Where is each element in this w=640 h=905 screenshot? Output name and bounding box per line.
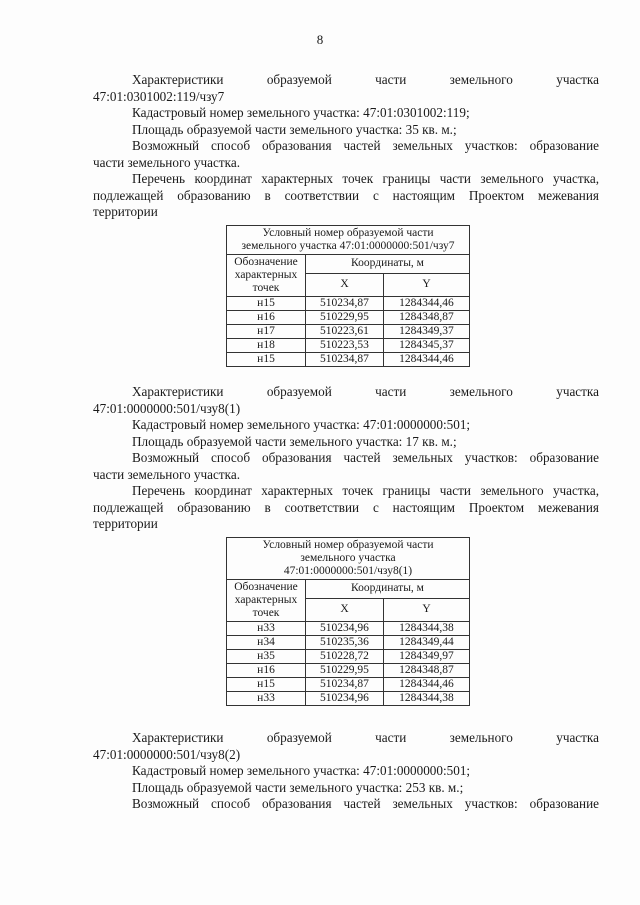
cadastral-number: Кадастровый номер земельного участка: 47:01:0000000:501; (132, 763, 471, 778)
y-header: Y (383, 273, 469, 296)
table-row: н17 510223,61 1284349,37 (227, 324, 470, 338)
x-header: X (306, 598, 384, 621)
section-heading-id: 47:01:0301002:119/чзу7 (93, 88, 225, 104)
coordinates-table (226, 225, 470, 367)
list-text-line3: территории (93, 204, 158, 219)
section-chzu8-2 (93, 730, 599, 813)
table-row: н35 510228,72 1284349,97 (227, 649, 470, 663)
list-text-line2: подлежащей образованию в соответствии с настоящим Проектом межевания (93, 499, 599, 515)
table-row: н33 510234,96 1284344,38 (227, 621, 470, 635)
table-row: н33 510234,96 1284344,38 (227, 691, 470, 705)
section-heading-id: 47:01:0000000:501/чзу8(1) (93, 400, 241, 416)
method-text-line1: Возможный способ образования частей земельных участков: образование (132, 138, 599, 153)
method-text-line1: Возможный способ образования частей земельных участков: образование (132, 796, 599, 811)
section-heading: Характеристики образуемой части земельного участка (132, 730, 599, 745)
list-text-line1: Перечень координат характерных точек границы части земельного участка, (132, 483, 599, 498)
table-row: н34 510235,36 1284349,44 (227, 635, 470, 649)
table-row: н16 510229,95 1284348,87 (227, 663, 470, 677)
y-header: Y (383, 598, 469, 621)
cadastral-number: Кадастровый номер земельного участка: 47:01:0000000:501; (132, 417, 471, 432)
section-heading: Характеристики образуемой части земельного участка (132, 384, 599, 399)
section-chzu7 (93, 72, 599, 367)
table-row: н15 510234,87 1284344,46 (227, 296, 470, 310)
point-header: Обозначение характерных точек (227, 579, 306, 621)
table-row: н15 510234,87 1284344,46 (227, 352, 470, 366)
table-row: н16 510229,95 1284348,87 (227, 310, 470, 324)
area-text: Площадь образуемой части земельного участка: 35 кв. м.; (132, 121, 457, 137)
coordinates-table (226, 537, 470, 706)
table-caption-row (227, 225, 470, 254)
table-row: н18 510223,53 1284345,37 (227, 338, 470, 352)
list-text-line3: территории (93, 516, 158, 531)
point-header: Обозначение характерных точек (227, 254, 306, 296)
list-text-line1: Перечень координат характерных точек границы части земельного участка, (132, 171, 599, 186)
method-text-line2: части земельного участка. (93, 466, 240, 482)
page-number: 8 (316, 32, 324, 47)
method-text-line1: Возможный способ образования частей земельных участков: образование (132, 450, 599, 465)
cadastral-number: Кадастровый номер земельного участка: 47:01:0301002:119; (132, 105, 470, 120)
table-row: н15 510234,87 1284344,46 (227, 677, 470, 691)
section-heading-id: 47:01:0000000:501/чзу8(2) (93, 746, 241, 762)
table-header-row (227, 254, 470, 273)
table-caption: Условный номер образуемой части земельного участка 47:01:0000000:501/чзу7 (227, 225, 470, 254)
section-chzu8-1 (93, 384, 599, 706)
coords-header: Координаты, м (306, 254, 470, 273)
coords-header: Координаты, м (306, 579, 470, 598)
area-text: Площадь образуемой части земельного участка: 17 кв. м.; (132, 433, 457, 449)
table-caption: Условный номер образуемой части земельного участка 47:01:0000000:501/чзу8(1) (227, 537, 470, 579)
method-text-line2: части земельного участка. (93, 154, 240, 170)
table-caption-row (227, 537, 470, 579)
list-text-line2: подлежащей образованию в соответствии с настоящим Проектом межевания (93, 187, 599, 203)
x-header: X (306, 273, 384, 296)
section-heading: Характеристики образуемой части земельного участка (132, 72, 599, 87)
table-header-row (227, 579, 470, 598)
area-text: Площадь образуемой части земельного участка: 253 кв. м.; (132, 779, 464, 795)
